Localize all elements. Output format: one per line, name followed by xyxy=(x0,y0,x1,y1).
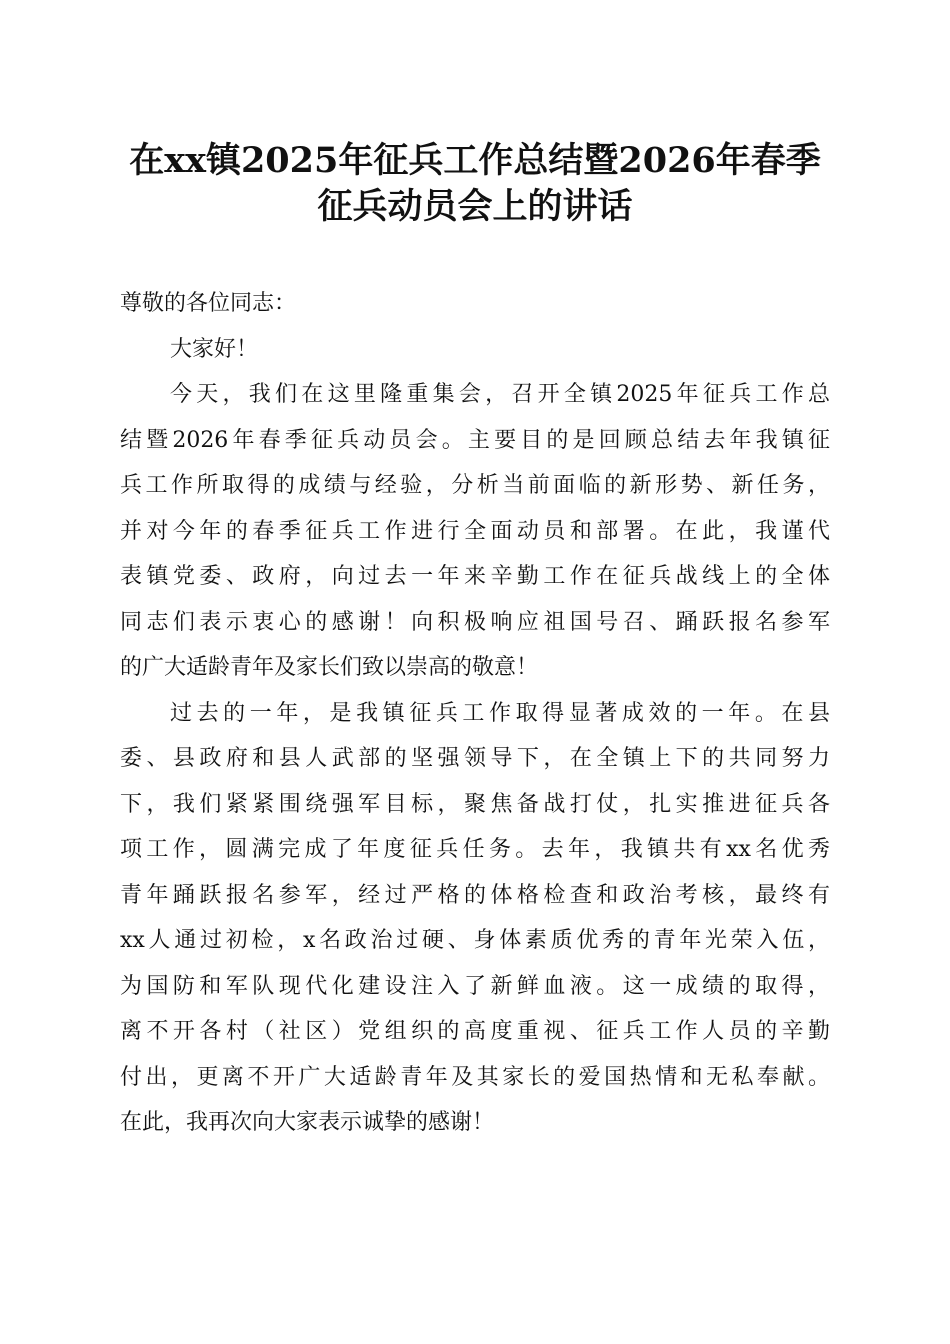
title-line-1: 在xx镇2025年征兵工作总结暨2026年春季 xyxy=(129,140,821,181)
paragraph-line: 结暨2026年春季征兵动员会。主要目的是回顾总结去年我镇征 xyxy=(120,427,830,453)
paragraph-line: 青年踊跃报名参军，经过严格的体格检查和政治考核，最终有 xyxy=(120,882,830,908)
paragraph-line: 并对今年的春季征兵工作进行全面动员和部署。在此，我谨代 xyxy=(120,518,830,544)
paragraph-2 xyxy=(120,691,830,1146)
paragraph-line: 离不开各村（社区）党组织的高度重视、征兵工作人员的辛勤 xyxy=(120,1019,830,1044)
salutation: 尊敬的各位同志： xyxy=(120,291,297,316)
paragraph-line: 付出，更离不开广大适龄青年及其家长的爱国热情和无私奉献。 xyxy=(120,1064,830,1090)
paragraph-line: 在此，我再次向大家表示诚挚的感谢！ xyxy=(120,1110,495,1135)
paragraph-line: 下，我们紧紧围绕强军目标，聚焦备战打仗，扎实推进征兵各 xyxy=(120,791,830,817)
document-title xyxy=(100,138,850,230)
paragraph-1 xyxy=(120,372,830,691)
paragraph-line: 过去的一年，是我镇征兵工作取得显著成效的一年。在县 xyxy=(170,700,830,726)
paragraph-line: 今天，我们在这里隆重集会，召开全镇2025年征兵工作总 xyxy=(170,382,830,407)
paragraph-line: 项工作，圆满完成了年度征兵任务。去年，我镇共有xx名优秀 xyxy=(120,837,830,862)
paragraph-line: 的广大适龄青年及家长们致以崇高的敬意！ xyxy=(120,655,539,680)
document-body xyxy=(120,281,830,1146)
paragraph-line: 为国防和军队现代化建设注入了新鲜血液。这一成绩的取得， xyxy=(120,973,830,999)
paragraph-line: xx人通过初检，x名政治过硬、身体素质优秀的青年光荣入伍， xyxy=(120,928,830,953)
paragraph-line: 委、县政府和县人武部的坚强领导下，在全镇上下的共同努力 xyxy=(120,746,830,771)
paragraph-line: 同志们表示衷心的感谢！向积极响应祖国号召、踊跃报名参军 xyxy=(120,609,830,635)
paragraph-line: 表镇党委、政府，向过去一年来辛勤工作在征兵战线上的全体 xyxy=(120,564,830,589)
paragraph-line: 兵工作所取得的成绩与经验，分析当前面临的新形势、新任务， xyxy=(120,473,830,498)
greeting: 大家好！ xyxy=(170,336,259,362)
title-line-2: 征兵动员会上的讲话 xyxy=(317,186,633,227)
